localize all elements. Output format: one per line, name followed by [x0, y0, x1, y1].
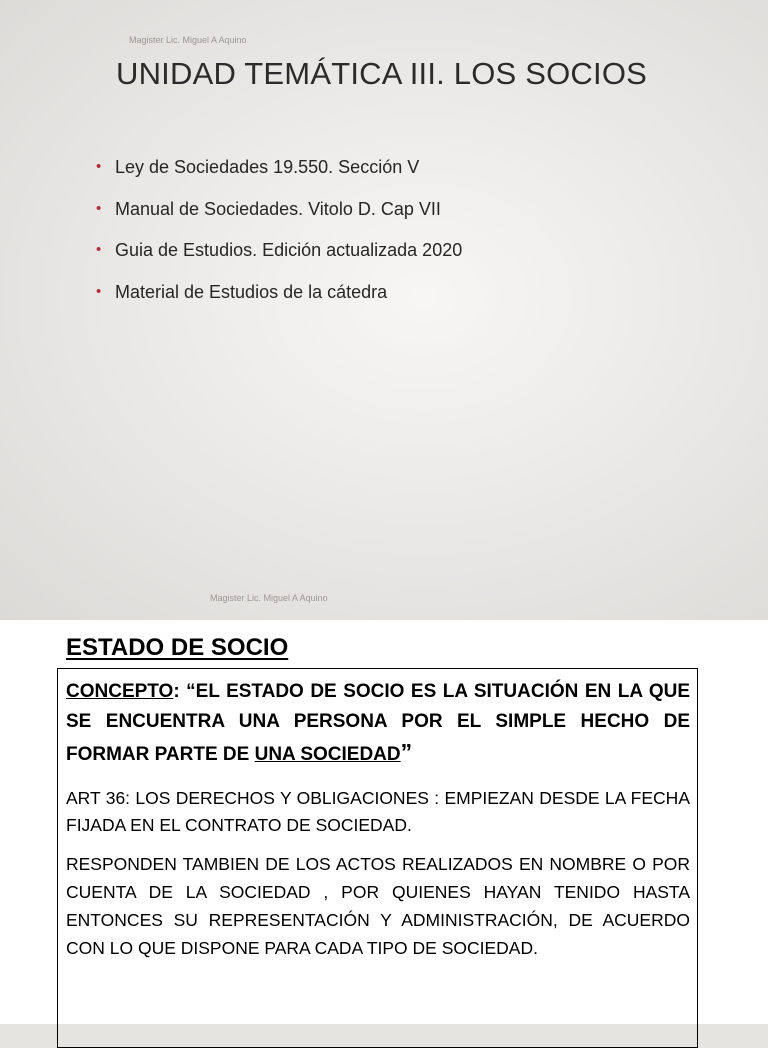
- bullet-item: [96, 197, 696, 239]
- concept-text: “EL ESTADO DE SOCIO ES LA SITUACIÓN EN LA QUE SE ENCUENTRA UNA PERSONA POR EL SIMPLE HECHO DE FORMAR PARTE DE: [66, 681, 690, 765]
- slide-title: UNIDAD TEMÁTICA III. LOS SOCIOS: [116, 56, 648, 91]
- author-footer: Magister Lic. Miguel A Aquino: [210, 593, 328, 603]
- bullet-item: [96, 280, 696, 322]
- concept-closing-quote: ”: [400, 739, 413, 765]
- bullet-item: [96, 238, 696, 280]
- bullet-list: [96, 155, 696, 321]
- concept-label: CONCEPTO: [66, 681, 174, 702]
- bullet-text: Ley de Sociedades 19.550. Sección V: [115, 157, 420, 177]
- bullet-text: Material de Estudios de la cátedra: [115, 281, 388, 302]
- responden-paragraph: RESPONDEN TAMBIEN DE LOS ACTOS REALIZADOS EN NOMBRE O POR CUENTA DE LA SOCIEDAD , POR QUIENES HAYAN TENIDO HASTA ENTONCES SU REPRESENTACIÓN Y ADMINISTRACIÓN, DE ACUERDO CON LO QUE DISPONE PARA CADA TIPO DE SOCIEDAD.: [66, 854, 690, 958]
- concept-paragraph: [66, 677, 690, 770]
- bullet-dot-icon: •: [96, 241, 102, 258]
- content-box: [57, 668, 698, 1048]
- concept-separator: :: [173, 681, 187, 702]
- section-title: ESTADO DE SOCIO: [66, 634, 289, 661]
- concept-underlined-term: UNA SOCIEDAD: [254, 744, 401, 765]
- author-header: Magister Lic. Miguel A Aquino: [129, 35, 247, 45]
- bullet-dot-icon: •: [96, 199, 102, 217]
- bullet-item: [96, 155, 696, 197]
- bullet-text: Manual de Sociedades. Vitolo D. Cap VII: [115, 198, 441, 219]
- bullet-text: Guia de Estudios. Edición actualizada 2020: [115, 240, 463, 260]
- art36-paragraph: ART 36: LOS DERECHOS Y OBLIGACIONES : EMPIEZAN DESDE LA FECHA FIJADA EN EL CONTRATO DE SOCIEDAD.: [66, 788, 690, 835]
- bullet-dot-icon: •: [96, 158, 102, 175]
- bullet-dot-icon: •: [96, 282, 102, 300]
- slide-2: [0, 620, 768, 1024]
